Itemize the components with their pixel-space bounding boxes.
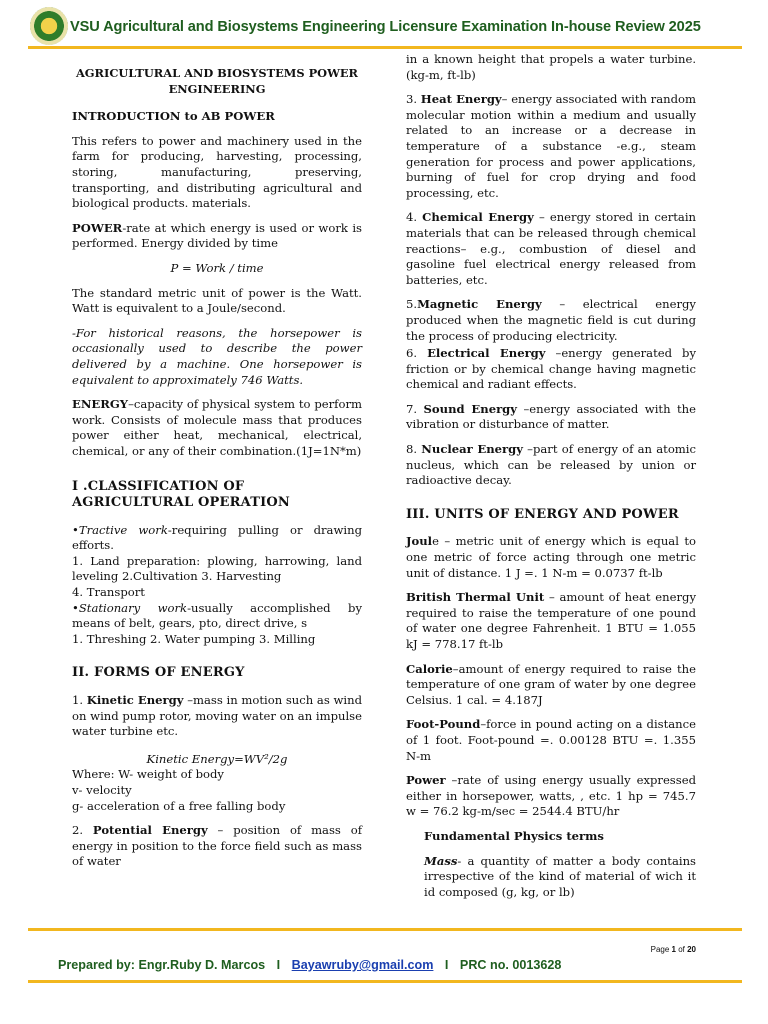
definition: e – metric unit of energy which is equal to one metric of force acting through one metric unit of distance. 1 J =. 1 N-m = 0.0737 ft-lb (406, 534, 696, 580)
foot-pound-item (406, 717, 696, 764)
definition: – electrical energy produced when the magnetic field is cut during the process of producing electricity. (406, 297, 696, 343)
power-formula: P = Work / time (170, 260, 264, 275)
prc-number: PRC no. 0013628 (459, 958, 562, 972)
prepared-by: Prepared by: Engr.Ruby D. Marcos (58, 958, 266, 972)
definition: –amount of energy required to raise the temperature of one gram of water by one degree Celsius. 1 cal. = 4.187J (406, 661, 696, 707)
horsepower-note: -For historical reasons, the horsepower is occasionally used to describe the power delivered by a machine. One horsepower is equivalent to approximately 746 Watts. (72, 325, 362, 387)
item-number: 4. (406, 210, 423, 225)
item-number: 5. (406, 297, 418, 312)
definition: – energy associated with random molecular motion within a medium and usually related to an increase or a decrease in temperature of a substance -e.g., steam generation for process and power applications, burning of fuel for crop drying and food processing, etc. (406, 92, 696, 200)
item-number: 6. (406, 346, 428, 361)
definition: –energy generated by friction or by chemical change having magnetic chemical and radiant effects. (406, 346, 696, 392)
item-number: 2. (72, 823, 93, 838)
definition: –rate of using energy usually expressed either in horsepower, watts, , etc. 1 hp = 745.7 w = 76.2 kg-m/sec = 2544.4 BTU/hr (406, 773, 696, 819)
kinetic-formula: Kinetic Energy=WV²/2g (146, 751, 288, 766)
tractive-list-cont: 4. Transport (72, 585, 145, 600)
document-title: AGRICULTURAL AND BIOSYSTEMS POWER ENGINEERING (75, 66, 359, 96)
term: Magnetic Energy (417, 297, 542, 312)
page-of: of (675, 945, 688, 954)
intro-paragraph: This refers to power and machinery used in the farm for producing, harvesting, processing, storing, manufacturing, preserving, transporting, and distributing agricultural and biological products. materials. (72, 133, 362, 211)
term: Electrical Energy (427, 346, 546, 361)
where-line-1: Where: W- weight of body (72, 767, 224, 782)
electrical-energy-item (406, 346, 696, 393)
kinetic-energy-item (72, 693, 362, 740)
term: ENERGY (72, 397, 129, 412)
chemical-energy-item (406, 210, 696, 288)
mass-item (406, 854, 696, 901)
magnetic-energy-item (406, 297, 696, 344)
term: POWER (72, 220, 123, 235)
heat-energy-item (406, 92, 696, 201)
university-seal-logo (30, 7, 68, 45)
term: Potential Energy (92, 823, 208, 838)
term: Calorie (406, 661, 453, 676)
term: Power (406, 773, 446, 788)
item-number: 7. (406, 401, 424, 416)
term: Heat Energy (420, 92, 502, 107)
power-unit-item (406, 773, 696, 820)
page-prefix: Page (650, 945, 672, 954)
potential-energy-continued: in a known height that propels a water turbine. (kg-m, ft-lb) (406, 52, 696, 82)
btu-item (406, 590, 696, 652)
definition: –mass in motion such as wind on wind pump rotor, moving water on an impulse water turbine etc. (72, 693, 362, 739)
item-number: 8. (406, 442, 422, 457)
definition: – amount of heat energy required to raise the temperature of one pound of water one degree Fahrenheit. 1 BTU = 1.055 kJ = 778.17 ft-lb (406, 590, 697, 651)
stationary-item (72, 601, 362, 632)
definition: -requiring pulling or drawing efforts. (72, 522, 362, 553)
intro-heading: INTRODUCTION to AB POWER (72, 109, 275, 124)
section-heading-forms: II. FORMS OF ENERGY (72, 665, 245, 681)
definition: –force in pound acting on a distance of 1 foot. Foot-pound =. 0.00128 BTU =. 1.355 N-m (406, 717, 696, 763)
stationary-list: 1. Threshing 2. Water pumping 3. Milling (72, 631, 316, 646)
calorie-item (406, 662, 696, 709)
classification-block (72, 523, 362, 648)
sound-energy-item (406, 402, 696, 433)
potential-energy-item (72, 823, 362, 870)
item-number: 1. (72, 693, 87, 707)
term: Nuclear Energy (421, 442, 523, 457)
term: Sound Energy (423, 401, 518, 416)
definition: –part of energy of an atomic nucleus, which can be released by union or radioactive decay. (406, 442, 696, 488)
page-current: 1 (671, 945, 676, 954)
definition: – position of mass of energy in position to the force field such as mass of water (72, 823, 362, 869)
section-heading-classification: I .CLASSIFICATION OF AGRICULTURAL OPERATION (72, 479, 290, 511)
footer-divider-top (28, 928, 742, 931)
header-divider (28, 46, 742, 49)
left-column (72, 60, 362, 879)
nuclear-energy-item (406, 442, 696, 489)
term: Kinetic Energy (86, 693, 184, 707)
power-definition (72, 221, 362, 252)
watt-paragraph: The standard metric unit of power is the Watt. Watt is equivalent to a Joule/second. (72, 285, 362, 316)
email-link[interactable]: Bayawruby@gmail.com (291, 958, 434, 972)
energy-definition (72, 397, 362, 459)
term: Mass (424, 853, 458, 868)
joule-item (406, 534, 696, 581)
where-line-2: v- velocity (72, 782, 132, 797)
fundamental-terms-heading: Fundamental Physics terms (424, 828, 604, 843)
term: Foot-Pound (406, 717, 481, 732)
right-column (406, 52, 696, 909)
definition: - a quantity of matter a body contains irrespective of the kind of material of wich it id composed (g, kg, or lb) (424, 853, 696, 899)
definition: –capacity of physical system to perform work. Consists of molecule mass that produces power either heat, mechanical, electrical, chemical, or any of their combination.(1J=1N*m) (72, 397, 362, 458)
document-footer (58, 958, 561, 972)
definition: – energy stored in certain materials that can be released through chemical reactions– e.g., combustion of diesel and gasoline fuel electrical energy released from batteries, etc. (406, 210, 697, 287)
definition: -usually accomplished by means of belt, gears, pto, direct drive, s (72, 600, 362, 631)
tractive-list: 1. Land preparation: plowing, harrowing, land leveling 2.Cultivation 3. Harvesting (72, 553, 362, 584)
page-number (651, 945, 696, 954)
definition: –energy associated with the vibration or disturbance of matter. (406, 401, 696, 432)
where-line-3: g- acceleration of a free falling body (72, 798, 286, 813)
footer-divider-bottom (28, 980, 742, 983)
term: •Tractive work (72, 522, 168, 537)
document-header (0, 0, 768, 48)
tractive-item (72, 523, 362, 554)
definition: -rate at which energy is used or work is performed. Energy divided by time (72, 220, 362, 251)
term: •Stationary work (72, 600, 188, 615)
term: Joul (406, 534, 433, 549)
separator: I (444, 958, 449, 972)
item-number: 3. (406, 92, 421, 107)
section-heading-units: III. UNITS OF ENERGY AND POWER (406, 506, 679, 522)
page-total: 20 (687, 945, 696, 954)
term: Chemical Energy (422, 210, 534, 225)
header-title: VSU Agricultural and Biosystems Engineering Licensure Examination In-house Review 2025 (70, 19, 701, 35)
term: British Thermal Unit (406, 590, 545, 605)
separator: I (276, 958, 281, 972)
